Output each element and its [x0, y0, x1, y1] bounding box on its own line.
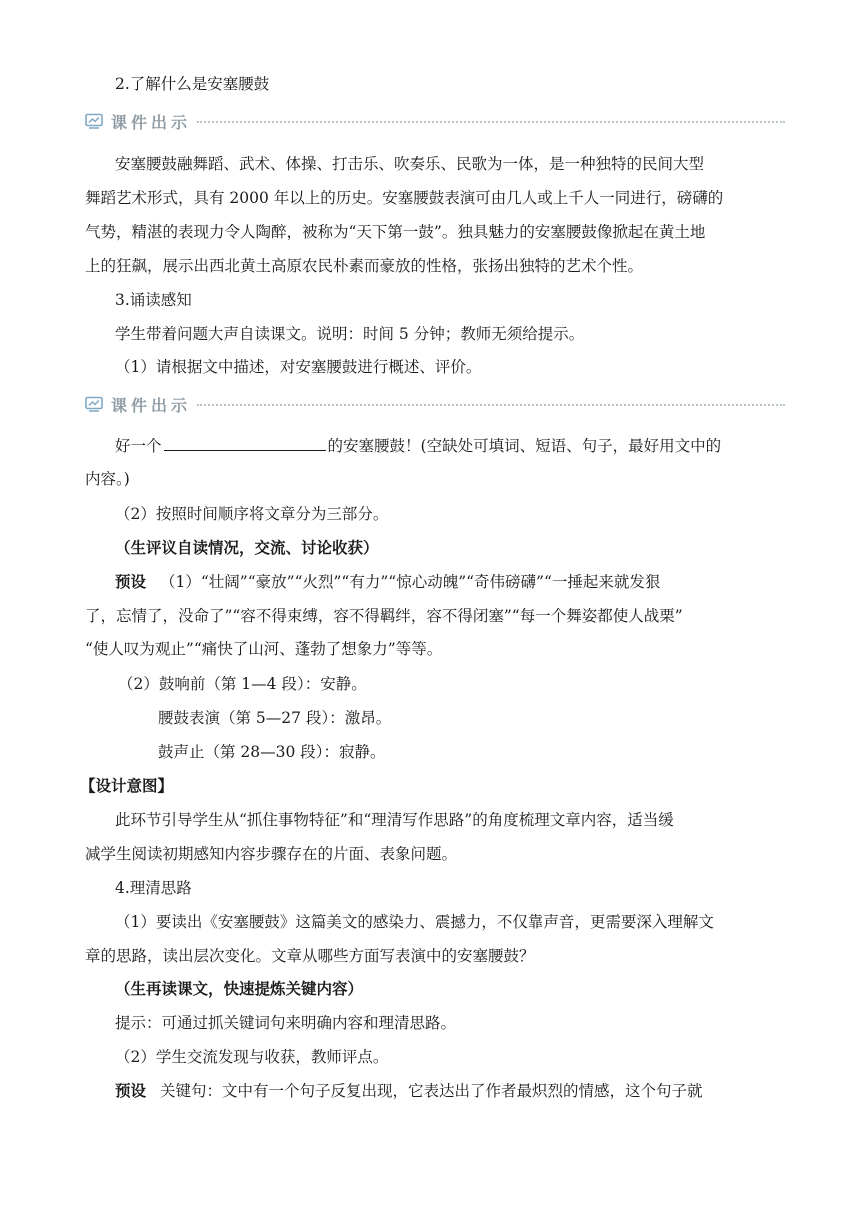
- question-1: （1）请根据文中描述，对安塞腰鼓进行概述、评价。: [115, 358, 482, 376]
- preset-line: [115, 570, 815, 592]
- preset-line: 了，忘情了，没命了”“容不得束缚，容不得羁绊，容不得闭塞”“每一个舞姿都使人战栗”: [85, 607, 683, 625]
- courseware-label: 课件出示: [111, 395, 192, 415]
- intro-line: 安塞腰鼓融舞蹈、武术、体操、打击乐、吹奏乐、民歌为一体，是一种独特的民间大型: [115, 155, 705, 173]
- courseware-banner: [85, 110, 785, 132]
- fill-line-2: 内容。): [85, 470, 130, 488]
- fill-blank-line: [115, 434, 815, 456]
- section-heading-2: 2.了解什么是安塞腰鼓: [115, 75, 270, 93]
- part-line: 鼓声止（第 28—30 段）：寂静。: [158, 743, 386, 761]
- preset-label: 预设: [115, 1081, 147, 1100]
- fill-prefix: 好一个: [115, 437, 162, 455]
- design-heading: 【设计意图】: [80, 776, 174, 795]
- courseware-label: 课件出示: [111, 112, 192, 132]
- design-line: 此环节引导学生从“抓住事物特征”和“理清写作思路”的角度梳理文章内容，适当缓: [115, 811, 674, 829]
- question-2: （2）按照时间顺序将文章分为三部分。: [115, 505, 389, 523]
- dotted-divider: [197, 121, 785, 123]
- design-line: 减学生阅读初期感知内容步骤存在的片面、表象问题。: [85, 845, 458, 863]
- preset-label: 预设: [115, 572, 147, 591]
- part-line: （2）鼓响前（第 1—4 段）：安静。: [118, 675, 367, 693]
- presentation-icon: [85, 113, 103, 129]
- section4-note: （生再读课文，快速提炼关键内容）: [115, 979, 364, 998]
- section4-line: 章的思路，读出层次变化。文章从哪些方面写表演中的安塞腰鼓？: [85, 947, 535, 965]
- answer-blank[interactable]: [164, 436, 326, 451]
- section4-line: （2）学生交流发现与收获，教师评点。: [115, 1048, 389, 1066]
- instruction-line: 学生带着问题大声自读课文。说明：时间 5 分钟；教师无须给提示。: [115, 325, 585, 343]
- preset-line: “使人叹为观止”“痛快了山河、蓬勃了想象力”等等。: [85, 640, 443, 658]
- courseware-banner: [85, 393, 785, 415]
- preset-text: 关键句：文中有一个句子反复出现，它表达出了作者最炽烈的情感，这个句子就: [160, 1082, 703, 1100]
- hint-line: 提示：可通过抓关键词句来明确内容和理清思路。: [115, 1014, 457, 1032]
- preset-text: （1）“壮阔”“豪放”“火烈”“有力”“惊心动魄”“奇伟磅礴”“一捶起来就发狠: [160, 573, 661, 591]
- intro-line: 气势，精湛的表现力令人陶醉，被称为“天下第一鼓”。独具魅力的安塞腰鼓像掀起在黄土地: [85, 223, 706, 241]
- intro-line: 舞蹈艺术形式，具有 2000 年以上的历史。安塞腰鼓表演可由几人或上千人一同进行，磅礴的: [85, 189, 724, 207]
- intro-line: 上的狂飙，展示出西北黄土高原农民朴素而豪放的性格，张扬出独特的艺术个性。: [85, 257, 644, 275]
- preset-line: [115, 1079, 815, 1101]
- part-line: 腰鼓表演（第 5—27 段）：激昂。: [158, 709, 392, 727]
- dotted-divider: [197, 404, 785, 406]
- section-heading-3: 3.诵读感知: [115, 291, 192, 309]
- discussion-note: （生评议自读情况，交流、讨论收获）: [115, 538, 379, 557]
- section4-line: （1）要读出《安塞腰鼓》这篇美文的感染力、震撼力，不仅靠声音，更需要深入理解文: [115, 913, 714, 931]
- presentation-icon: [85, 396, 103, 412]
- section-heading-4: 4.理清思路: [115, 879, 192, 897]
- fill-suffix: 的安塞腰鼓！(空缺处可填词、短语、句子，最好用文中的: [327, 437, 722, 455]
